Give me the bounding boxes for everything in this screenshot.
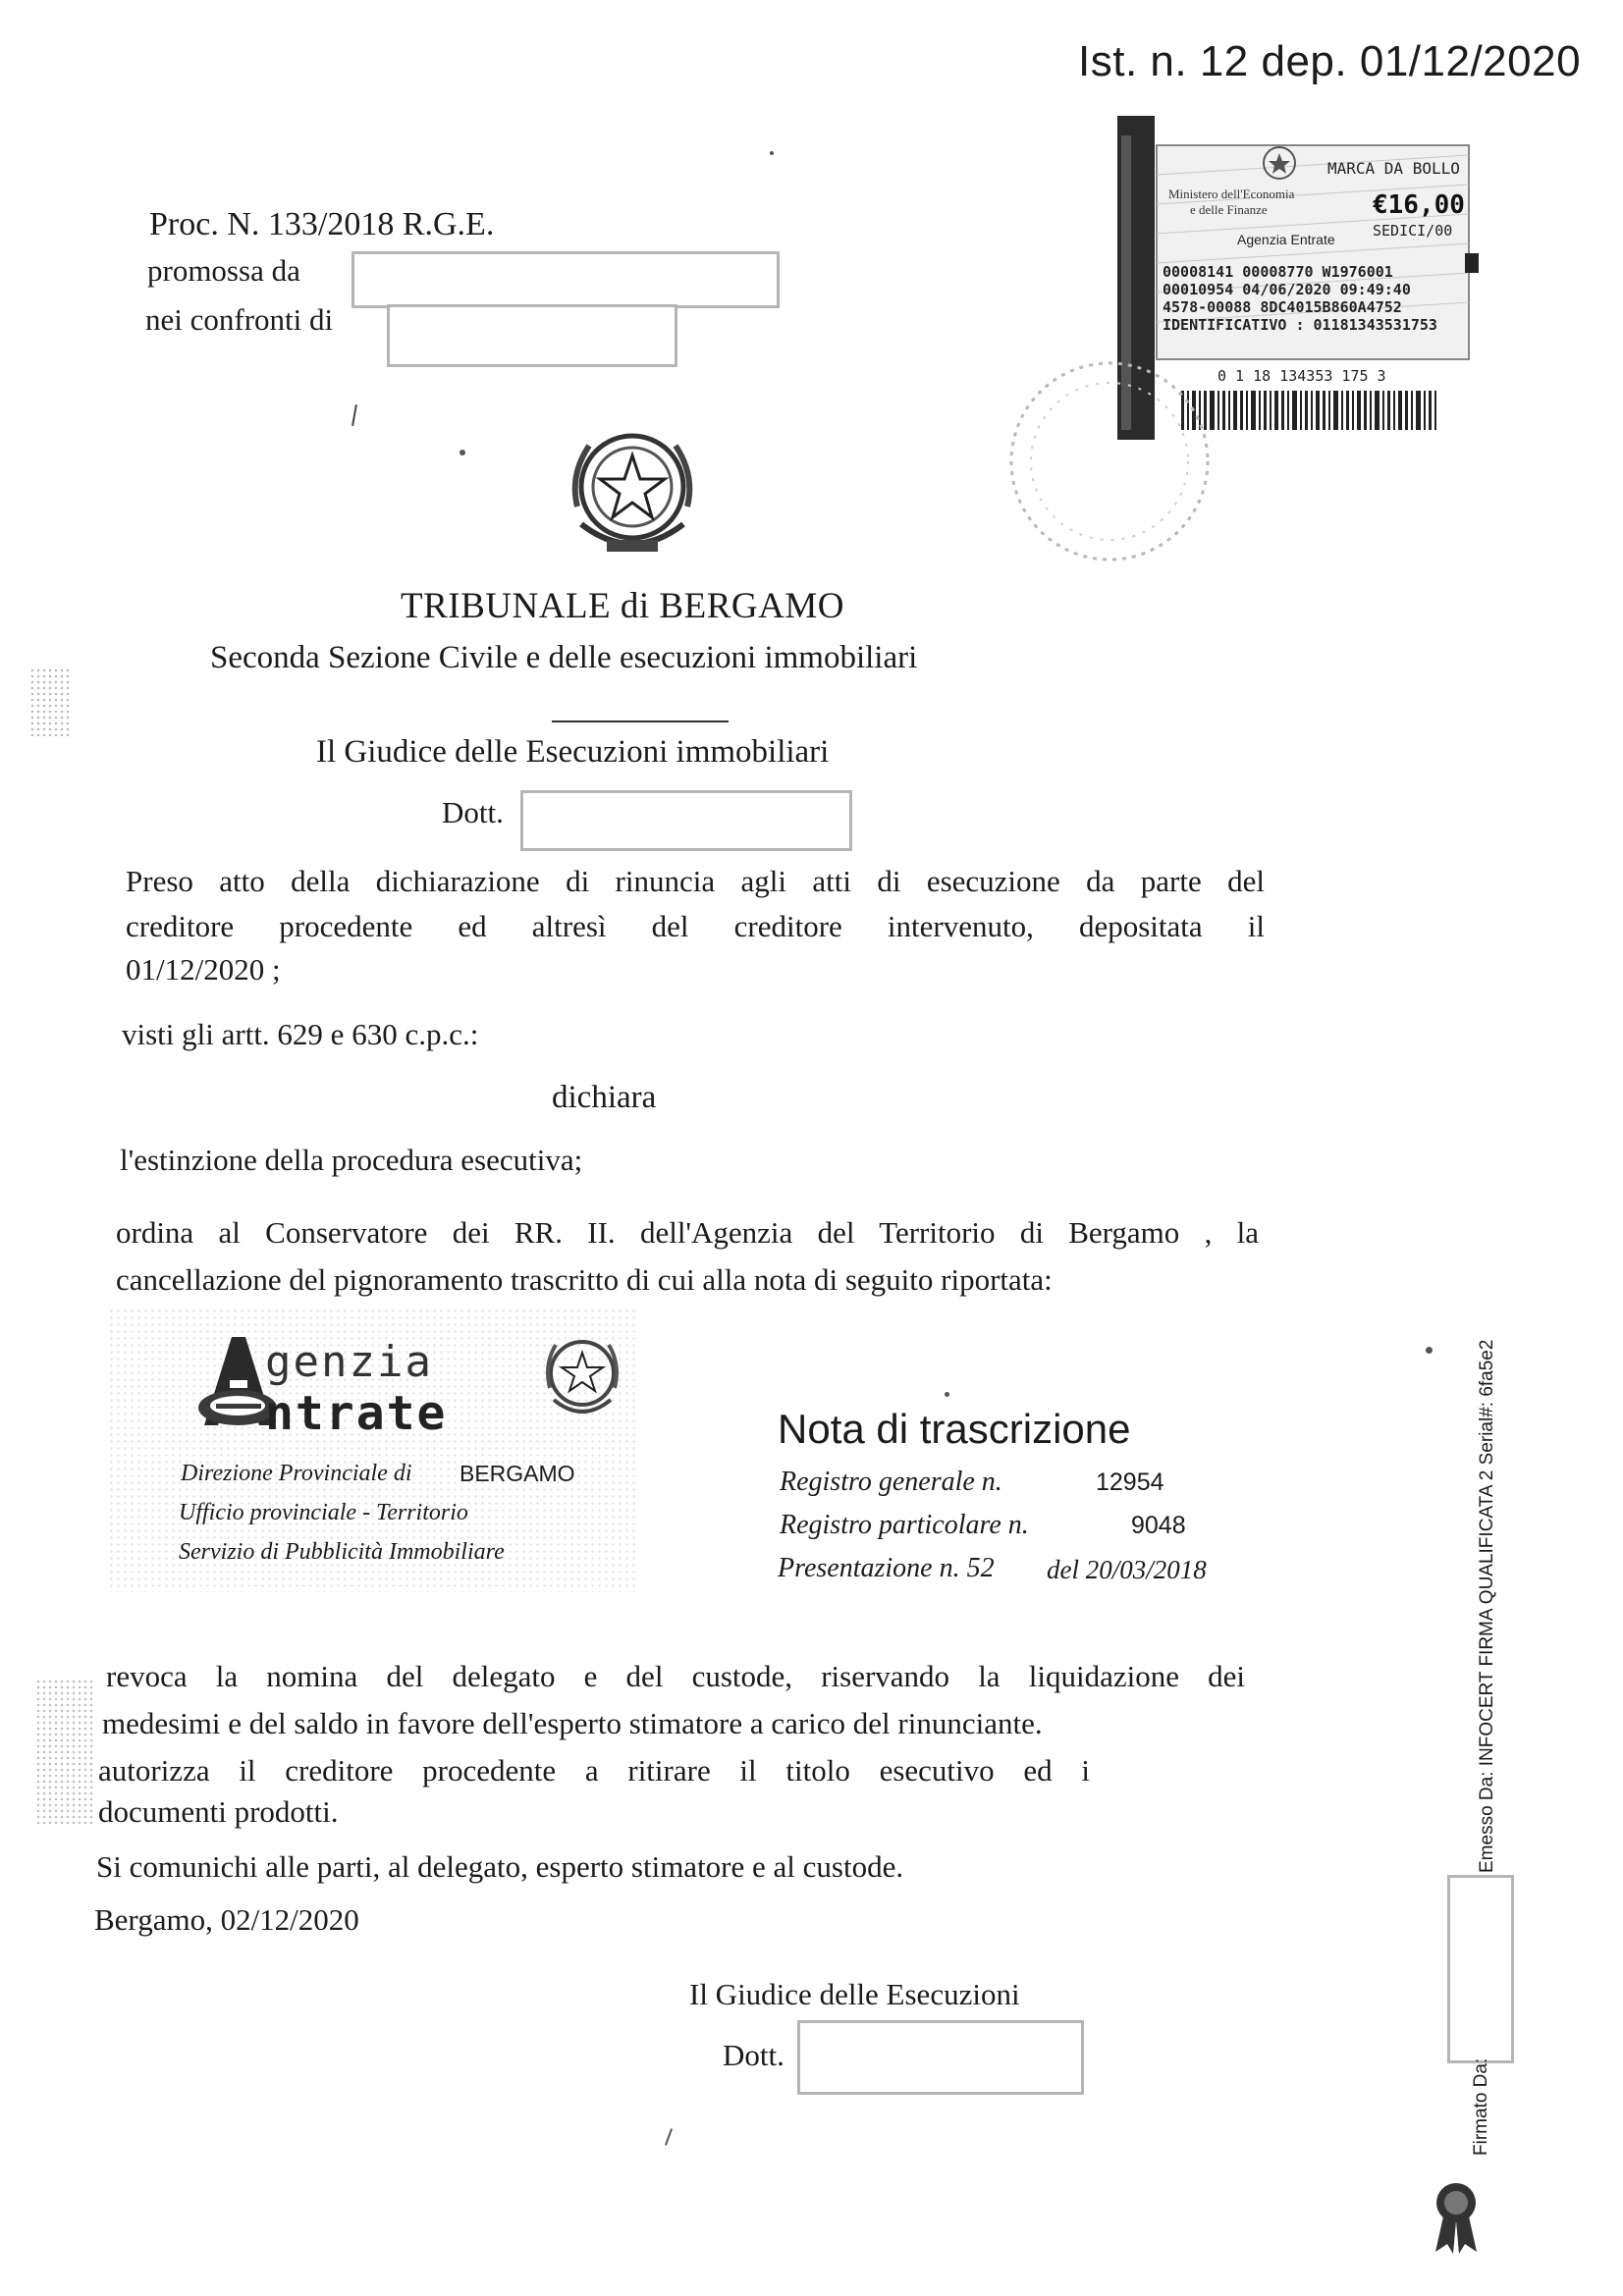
redacted-creditor xyxy=(352,251,780,308)
authorize-line2: documenti prodotti. xyxy=(98,1794,339,1829)
court-name: TRIBUNALE di BERGAMO xyxy=(401,586,844,626)
scan-mark-left xyxy=(29,667,71,736)
procedure-number: Proc. N. 133/2018 R.G.E. xyxy=(149,206,495,242)
stamp-code-row-1: 00008141 00008770 W1976001 xyxy=(1163,263,1393,281)
reg-generale-value: 12954 xyxy=(1096,1468,1164,1496)
scan-mark-left-lower xyxy=(35,1679,94,1826)
scan-speck-1 xyxy=(460,450,465,455)
scan-speck-3 xyxy=(1426,1347,1433,1354)
stamp-ministry-line1: Ministero dell'Economia xyxy=(1168,187,1295,201)
against-label: nei confronti di xyxy=(145,302,334,337)
signature-prefix: Dott. xyxy=(723,2038,784,2072)
place-date: Bergamo, 02/12/2020 xyxy=(94,1902,359,1937)
scan-speck-2 xyxy=(770,151,774,155)
signature-seal-icon xyxy=(1422,2177,1490,2256)
republic-emblem-small-icon xyxy=(538,1329,626,1423)
reg-generale-label: Registro generale n. xyxy=(780,1467,1002,1497)
revoke-line2: medesimi e del saldo in favore dell'esperto stimatore a carico del rinunciante. xyxy=(102,1706,1043,1740)
redacted-signer-id xyxy=(1447,1875,1514,2063)
extinction-text: l'estinzione della procedura esecutiva; xyxy=(120,1143,583,1177)
body-para1-line3: 01/12/2020 ; xyxy=(126,952,281,987)
presentazione-date: del 20/03/2018 xyxy=(1047,1555,1207,1584)
nota-title: Nota di trascrizione xyxy=(778,1406,1131,1452)
stamp-ministry-line2: e delle Finanze xyxy=(1190,202,1268,217)
round-postmark xyxy=(997,348,1222,574)
title-divider xyxy=(552,721,729,722)
reg-particolare-value: 9048 xyxy=(1131,1512,1186,1539)
authorize-line1: autorizza il creditore procedente a ritirare il titolo esecutivo ed i xyxy=(98,1753,1090,1788)
declares-heading: dichiara xyxy=(552,1080,657,1115)
stamp-title: MARCA DA BOLLO xyxy=(1327,159,1460,178)
judge-title: Il Giudice delle Esecuzioni immobiliari xyxy=(316,734,830,770)
stamp-code-row-3: 4578-00088 8DC4015B860A4752 xyxy=(1163,298,1402,316)
redacted-signer-name xyxy=(797,2020,1084,2095)
agenzia-logo-line2: ntrate xyxy=(265,1386,448,1441)
body-para1-line1: Preso atto della dichiarazione di rinuncia agli atti di esecuzione da parte del xyxy=(126,864,1265,898)
filing-stamp: Ist. n. 12 dep. 01/12/2020 xyxy=(1078,37,1582,85)
signed-by-label: Firmato Da: xyxy=(1471,2057,1491,2156)
office-line3: Servizio di Pubblicità Immobiliare xyxy=(179,1539,505,1565)
stamp-code-row-2: 00010954 04/06/2020 09:49:40 xyxy=(1163,281,1411,298)
redacted-judge-name xyxy=(520,790,852,851)
italian-republic-emblem-icon xyxy=(560,416,705,563)
order-line2: cancellazione del pignoramento trascritto di cui alla nota di seguito riportata: xyxy=(116,1262,1053,1297)
seen-articles: visti gli artt. 629 e 630 c.p.c.: xyxy=(122,1017,479,1051)
promoted-by-label: promossa da xyxy=(147,253,300,288)
redacted-debtor xyxy=(387,304,677,367)
stamp-agency: Agenzia Entrate xyxy=(1237,232,1335,247)
court-section: Seconda Sezione Civile e delle esecuzioni immobiliari xyxy=(210,640,918,675)
scan-tick-1 xyxy=(352,404,357,426)
scan-speck-4 xyxy=(945,1392,949,1397)
revoke-line1: revoca la nomina del delegato e del custode, riservando la liquidazione dei xyxy=(106,1659,1245,1693)
office-city: BERGAMO xyxy=(460,1461,575,1486)
office-line2: Ufficio provinciale - Territorio xyxy=(179,1500,468,1525)
communicate-text: Si comunichi alle parti, al delegato, esperto stimatore e al custode. xyxy=(96,1849,904,1884)
stamp-amount-words: SEDICI/00 xyxy=(1373,222,1453,240)
reg-particolare-label: Registro particolare n. xyxy=(780,1510,1029,1540)
stamp-barcode-number: 0 1 18 134353 175 3 xyxy=(1217,367,1386,385)
scan-tick-2 xyxy=(665,2128,673,2146)
presentazione-label: Presentazione n. 52 xyxy=(778,1553,995,1583)
signature-title: Il Giudice delle Esecuzioni xyxy=(689,1977,1020,2011)
agenzia-logo-line1: genzia xyxy=(265,1337,433,1387)
body-para1-line2: creditore procedente ed altresì del creditore intervenuto, depositata il xyxy=(126,909,1265,943)
order-line1: ordina al Conservatore dei RR. II. dell'Agenzia del Territorio di Bergamo , la xyxy=(116,1215,1259,1250)
stamp-code-row-4: IDENTIFICATIVO : 01181343531753 xyxy=(1163,316,1437,334)
office-line1: Direzione Provinciale di xyxy=(181,1461,412,1486)
judge-prefix: Dott. xyxy=(442,795,504,829)
signature-issuer: Emesso Da: INFOCERT FIRMA QUALIFICATA 2 Serial#: 6fa5e2 xyxy=(1477,1339,1497,1873)
stamp-amount: €16,00 xyxy=(1373,190,1465,220)
